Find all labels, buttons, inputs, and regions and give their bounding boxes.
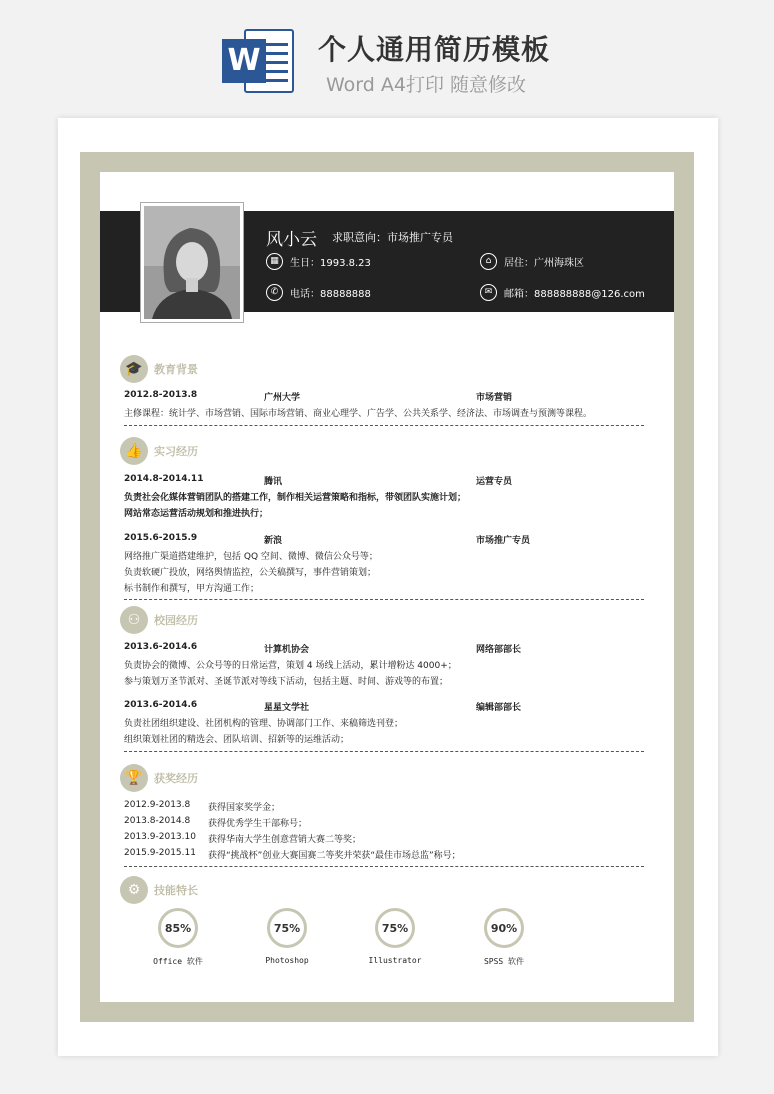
job-line: 负责社会化媒体营销团队的搭建工作，制作相关运营策略和指标，带领团队实施计划； — [124, 493, 467, 503]
award-text: 获得优秀学生干部称号； — [208, 819, 308, 829]
banner-subtitle: Word A4打印 随意修改 — [326, 74, 527, 96]
banner — [0, 0, 774, 118]
skill-label: SPSS 软件 — [483, 957, 525, 966]
job-role: 运营专员 — [476, 477, 513, 487]
skill-item — [355, 908, 435, 965]
job-line: 网络推广渠道搭建维护，包括 QQ 空间、微博、微信公众号等； — [124, 552, 378, 562]
phone-icon: ✆ — [266, 284, 283, 301]
section-title: 校园经历 — [154, 614, 198, 627]
mail-icon: ✉ — [480, 284, 497, 301]
skill-ring: 75% — [267, 908, 307, 948]
job-org: 腾讯 — [264, 477, 283, 487]
section-internship — [120, 437, 198, 465]
skill-label: Illustrator — [368, 956, 422, 965]
section-title: 教育背景 — [154, 363, 198, 376]
word-badge: W — [222, 39, 266, 83]
job-org: 新浪 — [264, 536, 283, 546]
phone-row — [266, 284, 371, 301]
resume-page — [58, 118, 718, 1056]
trophy-icon: 🏆 — [120, 764, 148, 792]
skill-label: Photoshop — [265, 956, 309, 965]
divider — [124, 425, 644, 426]
job-line: 网站常态运营活动规划和推进执行； — [124, 509, 269, 519]
thumbs-up-icon: 👍 — [120, 437, 148, 465]
section-awards — [120, 764, 198, 792]
skill-label: Office 软件 — [153, 957, 203, 966]
resume-frame — [80, 152, 694, 1022]
section-title: 技能特长 — [154, 884, 198, 897]
campus-org: 星星文学社 — [264, 703, 310, 713]
birth-text: 生日：1993.8.23 — [290, 258, 371, 269]
skill-ring: 90% — [484, 908, 524, 948]
skill-item — [464, 908, 544, 967]
skill-item — [247, 908, 327, 965]
divider — [124, 751, 644, 752]
campus-period: 2013.6-2014.6 — [124, 642, 198, 652]
job-line: 标书制作和撰写，甲方沟通工作； — [124, 584, 260, 594]
calendar-icon: ▦ — [266, 253, 283, 270]
campus-org: 计算机协会 — [264, 645, 310, 655]
banner-title: 个人通用简历模板 — [318, 33, 551, 66]
portrait-image — [144, 206, 240, 319]
campus-role: 网络部部长 — [476, 645, 522, 655]
edu-courses: 主修课程：统计学、市场营销、国际市场营销、商业心理学、广告学、公共关系学、经济法、市场调查与预测等课程。 — [124, 409, 593, 419]
job-role: 市场推广专员 — [476, 536, 531, 546]
resume-sheet — [100, 172, 674, 1002]
section-title: 获奖经历 — [154, 772, 198, 785]
divider — [124, 866, 644, 867]
graduation-cap-icon: 🎓 — [120, 355, 148, 383]
people-icon: ⚇ — [120, 606, 148, 634]
gear-icon: ⚙ — [120, 876, 148, 904]
residence-row — [480, 253, 584, 270]
edu-school: 广州大学 — [264, 393, 301, 403]
job-period: 2015.6-2015.9 — [124, 533, 198, 543]
award-text: 获得华南大学生创意营销大赛二等奖； — [208, 835, 362, 845]
campus-line: 参与策划万圣节派对、圣诞节派对等线下活动，包括主题、时间、游戏等的布置； — [124, 677, 449, 687]
profile-photo — [140, 202, 244, 323]
edu-period: 2012.8-2013.8 — [124, 390, 198, 400]
award-period: 2012.9-2013.8 — [124, 800, 191, 810]
email-row — [480, 284, 645, 301]
section-education — [120, 355, 198, 383]
award-period: 2015.9-2015.11 — [124, 848, 196, 858]
campus-role: 编辑部部长 — [476, 703, 522, 713]
award-period: 2013.9-2013.10 — [124, 832, 196, 842]
section-skills — [120, 876, 198, 904]
divider — [124, 599, 644, 600]
edu-major: 市场营销 — [476, 393, 513, 403]
birth-row — [266, 253, 371, 270]
candidate-name: 风小云 — [266, 230, 317, 250]
campus-period: 2013.6-2014.6 — [124, 700, 198, 710]
section-title: 实习经历 — [154, 445, 198, 458]
award-text: 获得“挑战杯”创业大赛国赛二等奖并荣获“最佳市场总监”称号； — [208, 851, 461, 861]
home-icon: ⌂ — [480, 253, 497, 270]
residence-text: 居住：广州海珠区 — [504, 258, 584, 269]
job-period: 2014.8-2014.11 — [124, 474, 204, 484]
campus-line: 负责社团组织建设、社团机构的管理、协调部门工作、来稿筛选刊登； — [124, 719, 404, 729]
phone-text: 电话：88888888 — [290, 289, 371, 300]
award-period: 2013.8-2014.8 — [124, 816, 191, 826]
award-text: 获得国家奖学金； — [208, 803, 281, 813]
job-line: 负责软硬广投放，网络舆情监控，公关稿撰写，事件营销策划； — [124, 568, 377, 578]
skill-ring: 85% — [158, 908, 198, 948]
email-text: 邮箱：888888888@126.com — [504, 289, 645, 300]
skill-ring: 75% — [375, 908, 415, 948]
job-intent: 求职意向：市场推广专员 — [332, 231, 453, 244]
skill-item — [138, 908, 218, 967]
campus-line: 负责协会的微博、公众号等的日常运营，策划 4 场线上活动，累计增粉达 4000+； — [124, 661, 457, 671]
section-campus — [120, 606, 198, 634]
word-document-icon — [222, 25, 296, 97]
campus-line: 组织策划社团的精选会、团队培训、招新等的运维活动； — [124, 735, 350, 745]
